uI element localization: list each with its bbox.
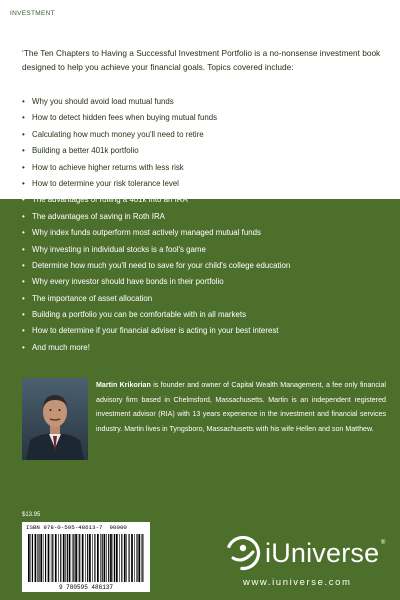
- bullet-icon: •: [22, 293, 25, 303]
- barcode-bars: [28, 534, 144, 582]
- registered-mark: ®: [380, 540, 386, 546]
- publisher-name: iUniverse: [265, 537, 380, 568]
- topic-text: And much more!: [32, 342, 90, 352]
- price-label: $13.95: [22, 512, 41, 518]
- topic-text: Building a better 401k portfolio: [32, 146, 139, 156]
- iuniverse-swirl-icon: [224, 534, 262, 572]
- bullet-icon: •: [22, 178, 25, 188]
- bullet-icon: •: [22, 228, 25, 238]
- intro-text: is a no-nonsense investment book designed to help you achieve your financial goals. Topics covered include:: [22, 48, 381, 72]
- category-label: INVESTMENT: [10, 10, 55, 17]
- topic-item: [22, 274, 392, 290]
- topic-text: How to achieve higher returns with less risk: [32, 162, 184, 172]
- book-title: The Ten Chapters to Having a Successful Investment Portfolio: [23, 48, 252, 58]
- topic-item: [22, 225, 392, 241]
- topic-text: The advantages of saving in Roth IRA: [32, 211, 165, 221]
- topic-item: [22, 307, 392, 323]
- bullet-icon: •: [22, 244, 25, 254]
- topic-text: How to determine if your financial adviser is acting in your best interest: [32, 326, 279, 336]
- author-name: Martin Krikorian: [96, 381, 151, 389]
- topic-list: [22, 94, 392, 356]
- bullet-icon: •: [22, 97, 25, 106]
- author-photo: [22, 378, 88, 460]
- bullet-icon: •: [22, 310, 25, 320]
- bullet-icon: •: [22, 162, 25, 172]
- author-bio-text: is founder and owner of Capital Wealth Management, a fee only financial advisory firm based in Chelmsford, Massachusetts. Martin is an independent registered investment advisor (RIA) with 13 years experience in the investment and financial services industry. Martin lives in Tyngsboro, Massachusetts with his wife Hellen and son Matthew.: [96, 381, 386, 433]
- topic-text: Calculating how much money you'll need to retire: [32, 129, 204, 139]
- bullet-icon: •: [22, 326, 25, 336]
- topic-item: [22, 291, 392, 307]
- barcode-number: 9 780595 486137: [58, 584, 113, 591]
- barcode-isbn: ISBN 978-0-595-48613-7 90000: [26, 524, 127, 531]
- bullet-icon: •: [22, 129, 25, 139]
- bullet-icon: •: [22, 195, 25, 205]
- bullet-icon: •: [22, 113, 25, 123]
- barcode-block: [22, 522, 150, 592]
- bullet-icon: •: [22, 211, 25, 221]
- topic-text: How to determine your risk tolerance level: [32, 178, 179, 188]
- topic-item: [22, 127, 392, 143]
- intro-paragraph: ‘The Ten Chapters to Having a Successful Investment Portfolio is a no-nonsense investment book designed to help you achieve your financial goals. Topics covered include:: [22, 48, 381, 72]
- bullet-icon: •: [22, 277, 25, 287]
- topic-text: The advantages of rolling a 401k into an IRA: [32, 195, 188, 205]
- publisher-logo: [224, 534, 386, 572]
- topic-item: [22, 192, 392, 208]
- topic-item: [22, 209, 392, 225]
- topic-text: Why you should avoid load mutual funds: [32, 97, 174, 106]
- bullet-icon: •: [22, 342, 25, 352]
- publisher-url: www.iuniverse.com: [243, 577, 352, 588]
- topic-item: [22, 94, 392, 110]
- topic-text: Why investing in individual stocks is a fool's game: [32, 244, 206, 254]
- bullet-icon: •: [22, 146, 25, 156]
- topic-item: [22, 143, 392, 159]
- topic-text: Why index funds outperform most actively managed mutual funds: [32, 228, 261, 238]
- topic-text: Building a portfolio you can be comfortable with in all markets: [32, 310, 247, 320]
- topic-item: [22, 258, 392, 274]
- author-bio: [96, 378, 386, 436]
- topic-item: [22, 242, 392, 258]
- topic-text: Why every investor should have bonds in their portfolio: [32, 277, 224, 287]
- topic-item: [22, 110, 392, 126]
- topic-text: Determine how much you'll need to save for your child's college education: [32, 260, 291, 270]
- bullet-icon: •: [22, 260, 25, 270]
- topic-text: The importance of asset allocation: [32, 293, 153, 303]
- topic-item: [22, 176, 392, 192]
- topic-item: [22, 160, 392, 176]
- barcode-addon: 90000: [109, 524, 127, 531]
- topic-item: [22, 340, 392, 356]
- topic-item: [22, 323, 392, 339]
- topic-text: How to detect hidden fees when buying mutual funds: [32, 113, 218, 123]
